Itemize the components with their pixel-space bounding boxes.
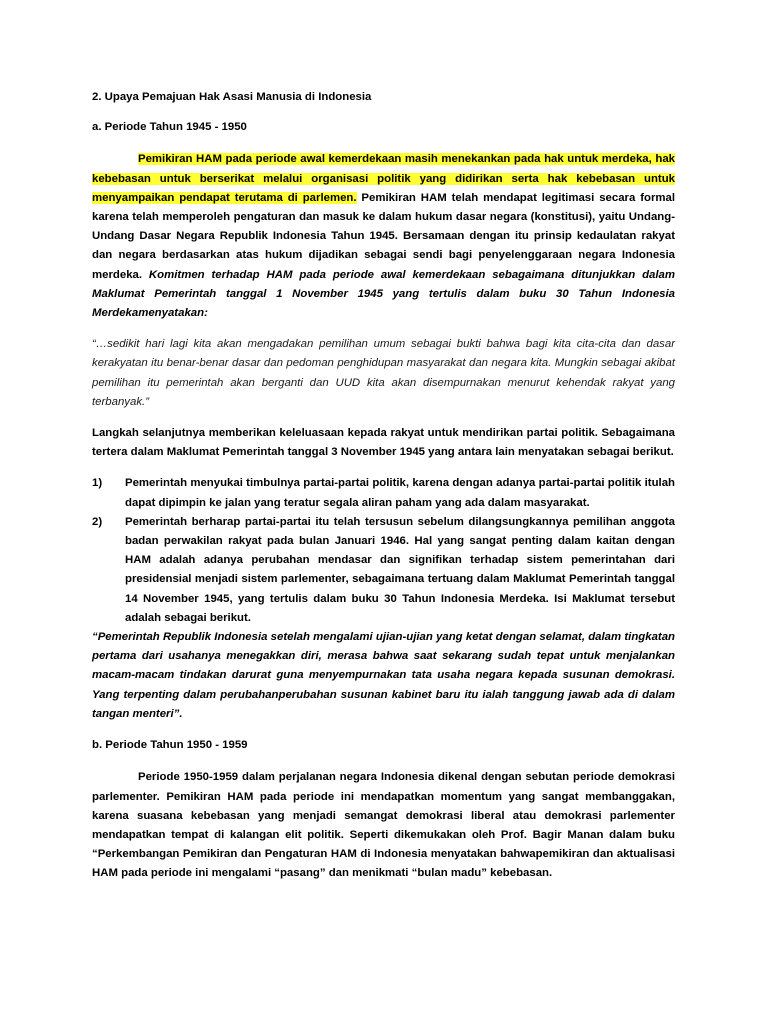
plain-text: Bersamaan dengan itu prinsip kedaulatan rakyat dan negara berdasarkan atas hukum dijadikan sebagai sendi bagi penyelenggaraan negara Indonesia merdeka. bbox=[92, 230, 675, 281]
list-text-part-1: Pemerintah berharap partai-partai itu telah tersusun sebelum dilangsungkannya pemilihan anggota badan perwakilan rakyat pada bulan Januari 1946. Hal yang sangat penting dalam kaitan dengan HAM adalah adanya perubahan mendasar dan signifikan terhadap sistem pemerintahan dari presidensial menjadi sistem parlementer, sebagaimana tertuang dalam bbox=[125, 515, 675, 586]
list-number: 2) bbox=[92, 515, 103, 528]
list-text: Pemerintah menyukai timbulnya partai-partai politik, karena dengan adanya partai-partai politik itulah dapat dipimpin ke jalan yang teratur segala aliran paham yang ada dalam masyarakat. bbox=[125, 477, 675, 509]
section-a-title: a. Periode Tahun 1945 - 1950 bbox=[92, 121, 247, 134]
section-a-paragraph-2 bbox=[92, 424, 675, 462]
quote-2: “Pemerintah Republik Indonesia setelah mengalami ujian-ujian yang ketat dengan selamat, dalam tingkatan pertama dari usahanya menegakkan diri, merasa bahwa saat sekarang sudah tepat untuk menjalankan macam-macam tindakan darurat guna menyempurnakan tata usaha negara kepada susunan demokrasi. Yang terpenting dalam perubahanperubahan susunan kabinet baru itu ialah tanggung jawab ada di dalam tangan menteri”. bbox=[92, 631, 675, 720]
list-number: 1) bbox=[92, 477, 103, 490]
section-a-paragraph-1 bbox=[92, 150, 675, 323]
highlighted-text: Pemikiran HAM pada periode awal kemerdekaan masih menekankan pada hak untuk merdeka, hak kebebasan untuk berserikat melalui organisasi politik yang didirikan serta hak kebebasan untuk menyampaikan pendapat terutama di parlemen. bbox=[92, 153, 675, 204]
paragraph-2-bold: Maklumat Pemerintah tanggal 3 November 1945 bbox=[166, 446, 425, 459]
document-heading: 2. Upaya Pemajuan Hak Asasi Manusia di Indonesia bbox=[92, 91, 372, 103]
document-body bbox=[92, 88, 675, 884]
list-text-bold-2: 30 Tahun Indonesia Merdeka. Isi Maklumat tersebut adalah sebagai berikut. bbox=[125, 592, 676, 624]
quote-1: “…sedikit hari lagi kita akan mengadakan pemilihan umum sebagai bukti bahwa bagi kita cita-cita dan dasar kerakyatan itu benar-benar dasar dan pedoman penghidupan masyarakat dan negara kita. Mungkin sebagai akibat pemilihan itu pemerintah akan berganti dan UUD kita akan disempurnakan menurut kehendak rakyat yang terbanyak.” bbox=[92, 338, 675, 408]
bold-italic-text: Komitmen terhadap HAM pada periode awal kemerdekaan sebagaimana ditunjukkan dalam Maklumat Pemerintah tanggal 1 November 1945 yang tertulis dalam buku 30 Tahun Indonesia Merdekamenyatakan: bbox=[92, 268, 675, 320]
list-item-1 bbox=[92, 474, 675, 512]
section-b-paragraph-1: Periode 1950-1959 dalam perjalanan negara Indonesia dikenal dengan sebutan periode demokrasi parlementer. Pemikiran HAM pada periode ini mendapatkan momentum yang sangat membanggakan, karena suasana kebebasan yang menjadi semangat demokrasi liberal atau demokrasi parlementer mendapatkan tempat di kalangan elit politik. Seperti dikemukakan oleh Prof. Bagir Manan dalam buku “Perkembangan Pemikiran dan Pengaturan HAM di Indonesia menyatakan bahwapemikiran dan aktualisasi HAM pada periode ini mengalami “pasang” dan menikmati “bulan madu” kebebasan. bbox=[92, 771, 675, 880]
list-text-bold-1: Maklumat Pemerintah tanggal 14 November 1945 bbox=[125, 573, 676, 605]
section-b-title: b. Periode Tahun 1950 - 1959 bbox=[92, 739, 248, 752]
list-text-part-2: , yang tertulis dalam buku bbox=[229, 592, 385, 605]
bold-text: Pemikiran HAM telah mendapat legitimasi secara formal karena telah memperoleh pengaturan dan masuk ke dalam hukum dasar negara (konstitusi), yaitu Undang-Undang Dasar Negara Republik Indonesia Tahun 1945. bbox=[92, 191, 676, 243]
paragraph-2-part-1: Langkah selanjutnya memberikan keleluasaan kepada rakyat untuk mendirikan partai politik. Sebagaimana tertera dalam bbox=[92, 427, 675, 459]
paragraph-2-part-2: yang antara lain menyatakan sebagai berikut. bbox=[425, 446, 674, 459]
list-item-2 bbox=[92, 513, 675, 628]
